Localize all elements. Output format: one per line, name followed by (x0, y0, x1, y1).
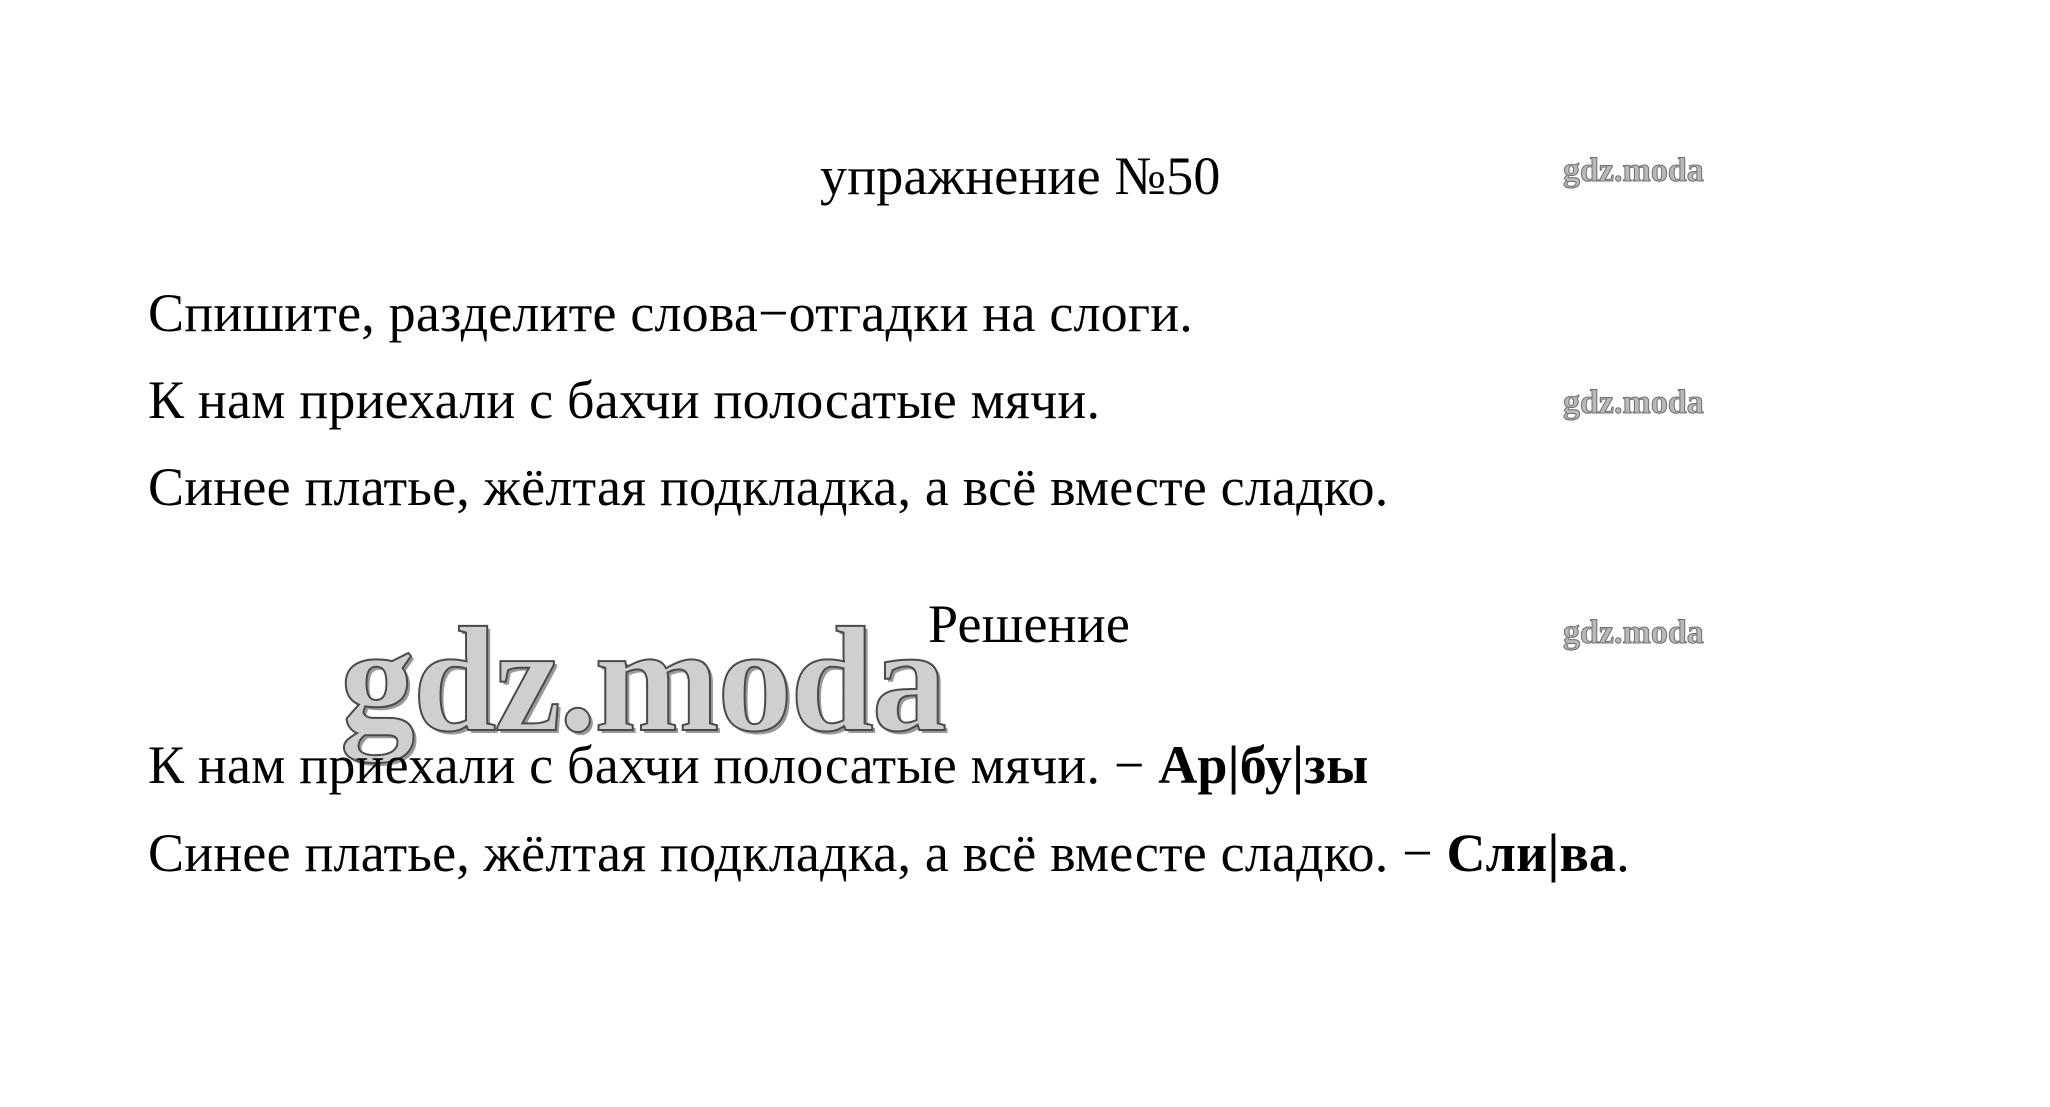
answer-riddle-text: Синее платье, жёлтая подкладка, а всё вместе сладко. − (148, 823, 1447, 883)
answer-word: Сли|ва (1446, 823, 1617, 883)
watermark-small: gdz.moda (1563, 384, 1704, 421)
answer-line (148, 735, 1368, 795)
task-instruction: Спишите, разделите слова−отгадки на слоги. (148, 283, 1193, 343)
answer-trailing: . (1616, 823, 1630, 883)
exercise-title: упражнение №50 (820, 146, 1221, 206)
riddle-line: К нам приехали с бахчи полосатые мячи. (148, 370, 1101, 430)
solution-heading: Решение (928, 594, 1131, 654)
watermark-large: gdz.moda (340, 597, 945, 763)
answer-riddle-text: К нам приехали с бахчи полосатые мячи. − (148, 735, 1159, 795)
watermark-small: gdz.moda (1563, 152, 1704, 189)
watermark-small: gdz.moda (1563, 614, 1704, 651)
riddle-line: Синее платье, жёлтая подкладка, а всё вместе сладко. (148, 457, 1389, 517)
answer-line (148, 823, 1630, 883)
answer-word: Ар|бу|зы (1158, 735, 1369, 795)
